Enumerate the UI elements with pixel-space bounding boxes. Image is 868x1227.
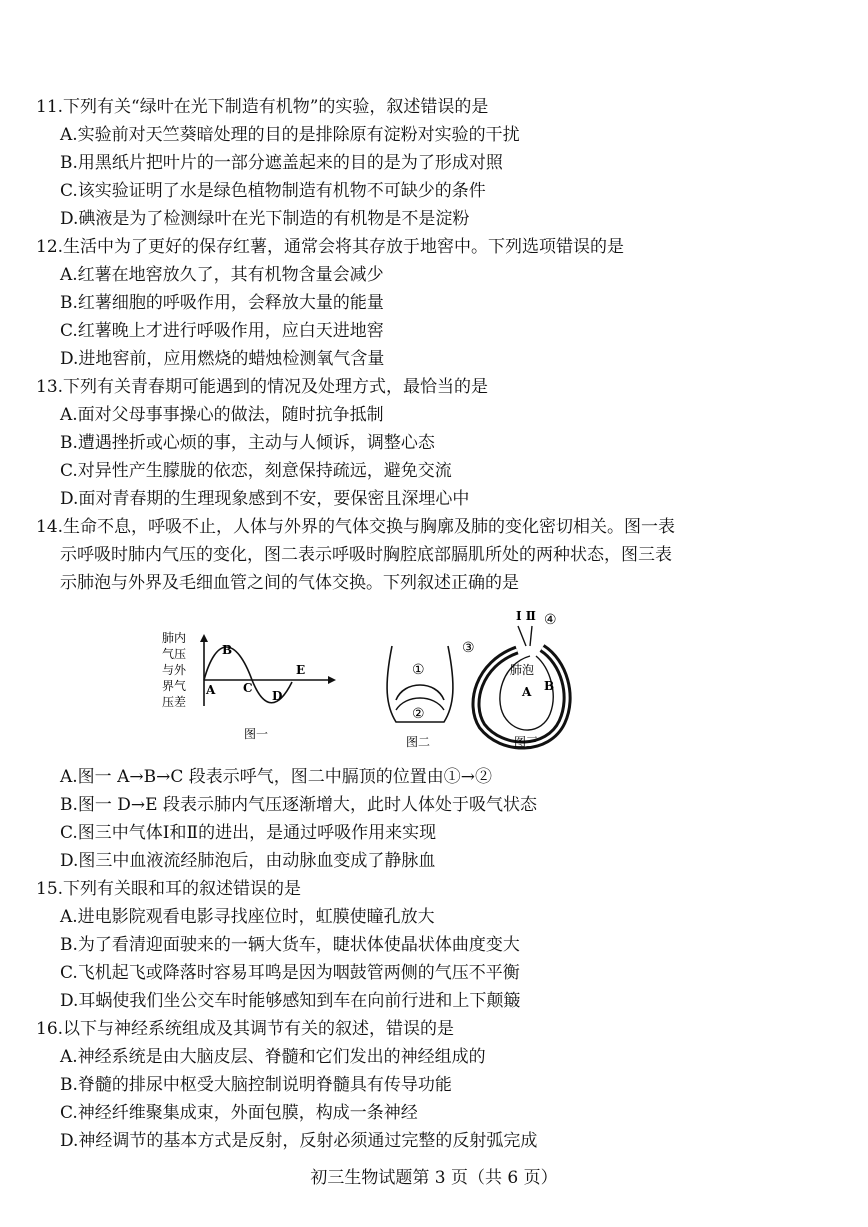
question-11-option-d: D.碘液是为了检测绿叶在光下制造的有机物是不是淀粉	[60, 209, 470, 229]
fig2-mark-2: ②	[412, 706, 425, 722]
question-14-stem-line-3: 示肺泡与外界及毛细血管之间的气体交换。下列叙述正确的是	[60, 573, 519, 593]
figure-1-pressure-graph	[162, 630, 336, 741]
fig1-point-b: B	[222, 643, 233, 657]
question-15-stem: 15.下列有关眼和耳的叙述错误的是	[36, 879, 302, 899]
fig3-mark-3: ③	[462, 640, 475, 656]
question-12-stem: 12.生活中为了更好的保存红薯，通常会将其存放于地窖中。下列选项错误的是	[36, 237, 625, 257]
fig3-center-label: 肺泡	[510, 663, 535, 677]
question-12-option-c: C.红薯晚上才进行呼吸作用，应白天进地窖	[60, 321, 384, 341]
fig1-point-d: D	[272, 689, 283, 703]
question-14-stem-line-1: 14.生命不息，呼吸不止，人体与外界的气体交换与胸廓及肺的变化密切相关。图一表	[36, 517, 676, 537]
fig3-letter-b: B	[544, 679, 555, 693]
question-13-option-b: B.遭遇挫折或心烦的事，主动与人倾诉，调整心态	[60, 433, 435, 453]
question-16-option-c: C.神经纤维聚集成束，外面包膜，构成一条神经	[60, 1103, 418, 1123]
question-14-stem-line-2: 示呼吸时肺内气压的变化，图二表示呼吸时胸腔底部膈肌所处的两种状态，图三表	[60, 545, 672, 565]
fig1-ylabel-line-4: 界气	[162, 679, 187, 693]
question-14-option-b: B.图一 D→E 段表示肺内气压逐渐增大，此时人体处于吸气状态	[60, 795, 537, 815]
fig3-caption: 图三	[514, 735, 539, 749]
question-15-option-b: B.为了看清迎面驶来的一辆大货车，睫状体使晶状体曲度变大	[60, 935, 520, 955]
fig1-x-axis-arrow	[328, 676, 336, 684]
question-16-option-a: A.神经系统是由大脑皮层、脊髓和它们发出的神经组成的	[60, 1047, 486, 1067]
fig1-ylabel-line-5: 压差	[162, 695, 187, 709]
question-13-option-a: A.面对父母事事操心的做法，随时抗争抵制	[60, 405, 384, 425]
question-11-stem: 11.下列有关“绿叶在光下制造有机物”的实验，叙述错误的是	[36, 97, 489, 117]
question-11-option-c: C.该实验证明了水是绿色植物制造有机物不可缺少的条件	[60, 181, 486, 201]
fig1-point-a: A	[206, 683, 216, 697]
question-15-option-c: C.飞机起飞或降落时容易耳鸣是因为咽鼓管两侧的气压不平衡	[60, 963, 520, 983]
fig1-point-c: C	[243, 681, 253, 695]
fig3-gas-arrow-2	[530, 626, 532, 646]
figure-2-diaphragm	[387, 646, 453, 749]
question-13-stem: 13.下列有关青春期可能遇到的情况及处理方式，最恰当的是	[36, 377, 489, 397]
figure-3-alveolus	[462, 609, 567, 749]
fig1-caption: 图一	[244, 727, 269, 741]
fig3-letter-a: A	[522, 685, 532, 699]
fig1-ylabel-line-2: 气压	[162, 647, 187, 661]
question-12-option-b: B.红薯细胞的呼吸作用，会释放大量的能量	[60, 293, 384, 313]
question-13-option-c: C.对异性产生朦胧的依恋，刻意保持疏远，避免交流	[60, 461, 452, 481]
question-16-option-d: D.神经调节的基本方式是反射，反射必须通过完整的反射弧完成	[60, 1131, 538, 1151]
fig1-y-axis-arrow	[200, 634, 208, 642]
question-13-option-d: D.面对青春期的生理现象感到不安，要保密且深埋心中	[60, 489, 470, 509]
question-16-stem: 16.以下与神经系统组成及其调节有关的叙述，错误的是	[36, 1019, 455, 1039]
question-14-option-a: A.图一 A→B→C 段表示呼气，图二中膈顶的位置由①→②	[60, 767, 492, 787]
fig3-mark-4: ④	[544, 612, 557, 628]
fig2-mark-1: ①	[412, 662, 425, 678]
question-14-figures	[160, 606, 620, 756]
fig1-ylabel-line-1: 肺内	[162, 631, 187, 645]
question-16-option-b: B.脊髓的排尿中枢受大脑控制说明脊髓具有传导功能	[60, 1075, 452, 1095]
fig3-gas-labels: Ⅰ Ⅱ	[516, 609, 536, 623]
fig2-caption: 图二	[406, 735, 431, 749]
fig1-point-e: E	[296, 663, 306, 677]
question-14-option-c: C.图三中气体Ⅰ和Ⅱ的进出，是通过呼吸作用来实现	[60, 823, 437, 843]
fig3-gas-arrow-1	[518, 626, 526, 646]
question-12-option-d: D.进地窖前，应用燃烧的蜡烛检测氧气含量	[60, 349, 385, 369]
question-11-option-b: B.用黑纸片把叶片的一部分遮盖起来的目的是为了形成对照	[60, 153, 503, 173]
question-12-option-a: A.红薯在地窖放久了，其有机物含量会减少	[60, 265, 384, 285]
page-footer: 初三生物试题第 3 页（共 6 页）	[310, 1168, 558, 1188]
question-15-option-d: D.耳蜗使我们坐公交车时能够感知到车在向前行进和上下颠簸	[60, 991, 521, 1011]
question-15-option-a: A.进电影院观看电影寻找座位时，虹膜使瞳孔放大	[60, 907, 435, 927]
question-14-option-d: D.图三中血液流经肺泡后，由动脉血变成了静脉血	[60, 851, 436, 871]
fig1-ylabel-line-3: 与外	[162, 663, 187, 677]
question-11-option-a: A.实验前对天竺葵暗处理的目的是排除原有淀粉对实验的干扰	[60, 125, 520, 145]
